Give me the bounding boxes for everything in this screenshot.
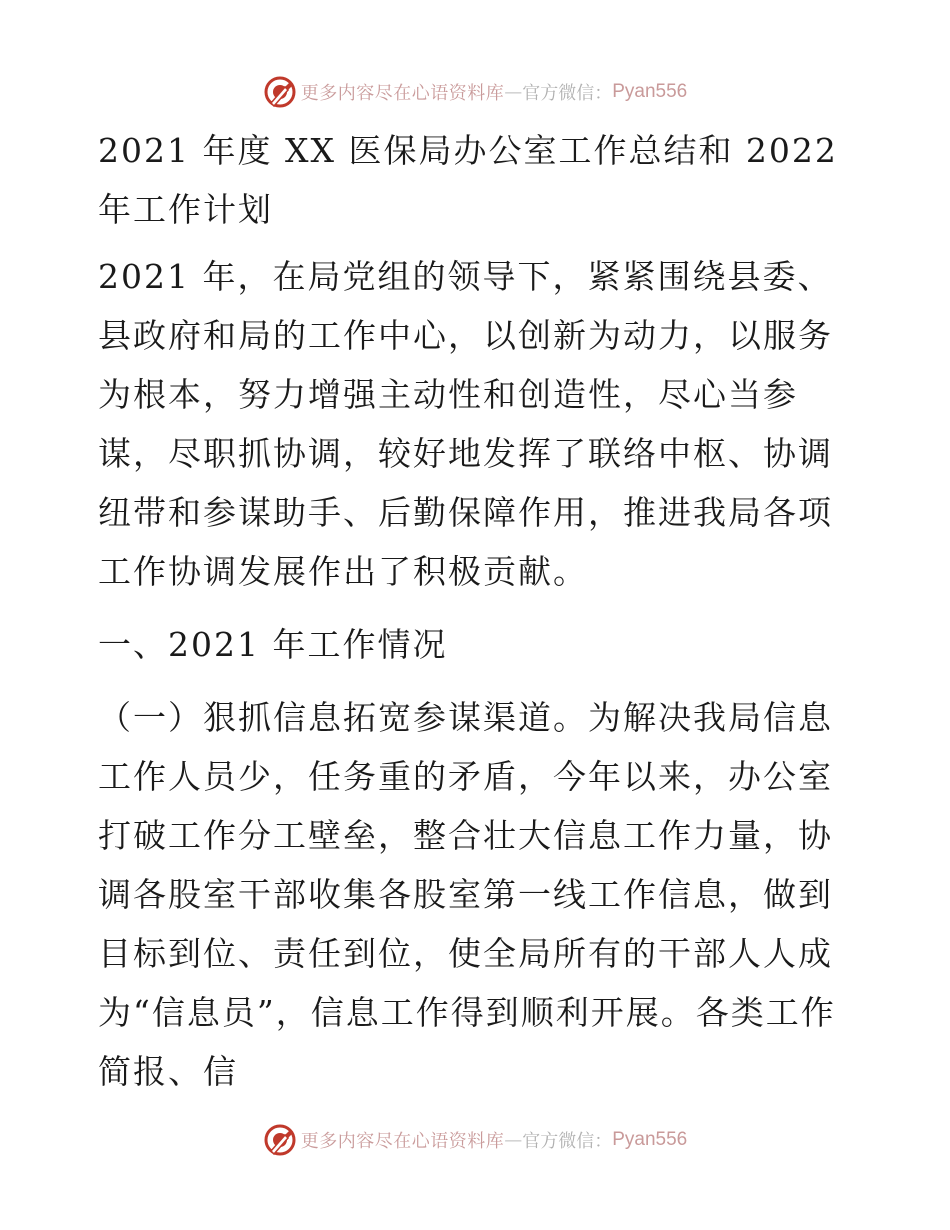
footer-watermark [0, 1120, 950, 1160]
intro-paragraph: 2021 年，在局党组的领导下，紧紧围绕县委、县政府和局的工作中心，以创新为动力，以服务为根本，努力增强主动性和创造性，尽心当参谋，尽职抓协调，较好地发挥了联络中枢、协调纽带和参谋助手、后勤保障作用，推进我局各项工作协调发展作出了积极贡献。 [98, 257, 833, 591]
paragraph-gap [98, 674, 853, 688]
watermark-main-text: 更多内容尽在心语资料库 [300, 83, 505, 104]
section-paragraph: （一）狠抓信息拓宽参谋渠道。为解决我局信息工作人员少，任务重的矛盾，今年以来，办公室打破工作分工壁垒，整合壮大信息工作力量，协调各股室干部收集各股室第一线工作信息，做到目标到位、责任到位，使全局所有的干部人人成为“信息员”，信息工作得到顺利开展。各类工作简报、信 [98, 698, 836, 1091]
pen-logo-icon [263, 75, 297, 109]
watermark-sub-text: 官方微信： [522, 83, 613, 104]
watermark-main-text: 更多内容尽在心语资料库 [300, 1131, 505, 1152]
watermark-dash: — [504, 81, 523, 103]
pen-logo-icon [263, 1123, 297, 1157]
document-title: 2021 年度 XX 医保局办公室工作总结和 2022 年工作计划 [98, 131, 838, 229]
watermark-account: Pyan556 [612, 81, 688, 102]
watermark-sub-text: 官方微信： [522, 1131, 613, 1152]
paragraph-gap [98, 601, 853, 615]
header-watermark [0, 72, 950, 112]
document-body [98, 116, 853, 1101]
watermark-dash: — [504, 1129, 523, 1151]
section-heading: 一、2021 年工作情况 [98, 625, 448, 664]
watermark-account: Pyan556 [612, 1129, 688, 1150]
